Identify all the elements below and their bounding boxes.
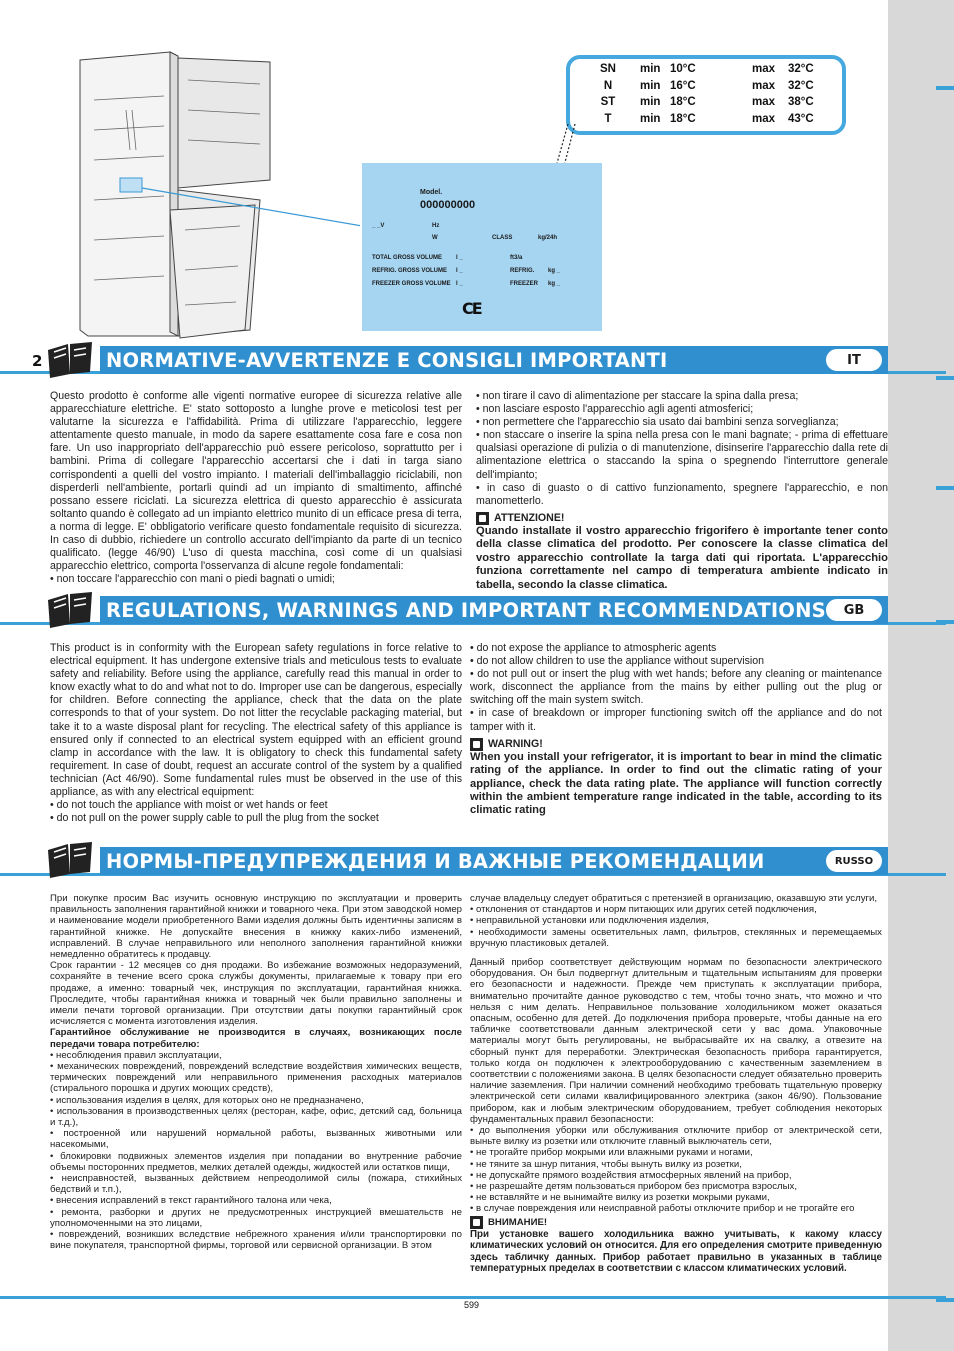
ru-right-column xyxy=(470,893,882,1274)
climate-class: N xyxy=(603,79,613,92)
list-item-text: не допускайте прямого воздействия атмосферных явлений на прибор, xyxy=(476,1169,792,1181)
list-item-text: не вставляйте и не вынимайте вилку из розетки мокрыми руками, xyxy=(476,1192,770,1204)
list-item-text: ремонта, разборки и других не предусмотренных инструкцией вмешательств не уполномоченными на это лицами, xyxy=(50,1206,462,1229)
list-item-text: non toccare l'apparecchio con mani o piedi bagnati o umidi; xyxy=(56,573,335,586)
list-item: • do not allow children to use the appliance without supervision xyxy=(470,655,765,668)
gb-left-column xyxy=(50,642,462,825)
list-item-text: внесения исправлений в текст гарантийного талона или чека, xyxy=(56,1195,332,1207)
climate-row xyxy=(576,61,814,78)
refrig-gross-label: REFRIG. GROSS VOLUME xyxy=(372,268,448,274)
list-item: • non tirare il cavo di alimentazione per staccare la spina dalla presa; xyxy=(476,390,799,402)
warning-title: WARNING! xyxy=(488,737,543,750)
list-item: • ремонта, разборки и других не предусмотренных инструкцией вмешательств не уполномоченными на это лицами, xyxy=(50,1206,462,1229)
language-badge: IT xyxy=(826,349,882,371)
ru-left-column xyxy=(50,893,462,1252)
list-item: • non staccare o inserire la spina nella presa con le mani bagnate; - prima di effettuare qualsiasi operazione di pulizia o di manutenzione, disinserire l'apparecchio dalla rete di alimentazione elettrica o staccando la spina o spegnendo l'interruttore generale dell'impianto; xyxy=(476,429,888,481)
gb-right-column xyxy=(470,642,882,818)
list-item: • не допускайте прямого воздействия атмосферных явлений на прибор, xyxy=(470,1169,792,1181)
list-item: • неправильной установки или подключения изделия, xyxy=(470,915,709,927)
list-item-text: использования изделия в целях, для которых оно не предназначено, xyxy=(56,1094,364,1106)
climate-class: T xyxy=(604,112,612,125)
list-item: • не вставляйте и не вынимайте вилку из розетки мокрыми руками, xyxy=(470,1192,770,1204)
list-item: • неисправностей, вызванных действием непреодолимой силы (пожара, стихийных бедствий и т.п.), xyxy=(50,1173,462,1196)
list-item: • do not touch the appliance with moist or wet hands or feet xyxy=(50,799,328,812)
climate-class-table xyxy=(566,55,846,135)
min-label: min xyxy=(640,63,661,76)
list-item: • non toccare l'apparecchio con mani o piedi bagnati o umidi; xyxy=(50,573,335,586)
list-item: • in caso di guasto o di cattivo funzionamento, spegnere l'apparecchio, e non manometterlo. xyxy=(476,481,888,507)
list-item-text: не трогайте прибор мокрыми или влажными руками и ногами, xyxy=(476,1147,753,1159)
list-item: • in case of breakdown or improper functioning switch off the appliance and do not tamper with it. xyxy=(470,707,882,733)
list-item-text: do not pull out or insert the plug with wet hands; before any cleaning or maintenance work, disconnect the appliance from the mains by either pulling out the plug or switching off the main system switch. xyxy=(470,668,883,707)
list-item: • использования изделия в целях, для которых оно не предназначено, xyxy=(50,1094,364,1106)
margin-tick xyxy=(936,376,954,380)
list-item-text: в случае повреждения или неисправной работы отключите прибор и не трогайте его xyxy=(476,1203,855,1215)
frequency-label: Hz xyxy=(432,223,440,229)
warning-icon xyxy=(470,738,483,751)
min-temp: 16°C xyxy=(670,79,696,92)
page-number: 2 xyxy=(32,352,43,370)
list-item: • не тяните за шнур питания, чтобы вынуть вилку из розетки, xyxy=(470,1158,742,1170)
min-label: min xyxy=(640,79,661,92)
climate-row xyxy=(576,78,814,95)
voltage-label: _ _V xyxy=(372,223,385,229)
refrigerator-illustration xyxy=(60,40,360,340)
freezer-label: FREEZER xyxy=(510,281,539,287)
margin-tick xyxy=(936,486,954,490)
list-item: • до выполнения уборки или обслуживания отключите прибор от электрической сети, выньте вилку из розетки или отключите главный выключатель сети, xyxy=(470,1125,882,1148)
list-item: • блокировки подвижных элементов изделия при попадании во внутренние рабочие объемы посторонних предметов, мелких деталей одежды, жидкостей или остатков пищи, xyxy=(50,1150,462,1173)
model-number: 000000000 xyxy=(420,199,476,211)
body-text: случае владельцу следует обратиться с претензией в организацию, оказавшую эти услуги, xyxy=(470,893,878,904)
list-item-text: неправильной установки или подключения изделия, xyxy=(476,915,709,927)
freezer-gross-label: FREEZER GROSS VOLUME xyxy=(372,281,451,287)
min-temp: 18°C xyxy=(670,96,696,109)
list-item: • несоблюдения правил эксплуатации, xyxy=(50,1049,222,1061)
list-item: • do not pull out or insert the plug with wet hands; before any cleaning or maintenance work, disconnect the appliance from the mains by either pulling out the plug or switching off the main system switch. xyxy=(470,668,883,707)
list-item: • необходимости замены осветительных ламп, фильтров, стеклянных и перемещаемых вручную пластиковых деталей. xyxy=(470,926,882,949)
max-temp: 32°C xyxy=(788,63,814,76)
list-item: • внесения исправлений в текст гарантийного талона или чека, xyxy=(50,1195,332,1207)
refrig-label: REFRIG. xyxy=(510,268,535,274)
list-item-text: до выполнения уборки или обслуживания отключите прибор от электрической сети, выньте вилку из розетки или отключите главный выключатель сети, xyxy=(470,1125,882,1148)
warning-heading xyxy=(470,738,882,751)
total-gross-label: TOTAL GROSS VOLUME xyxy=(372,255,443,261)
body-text: Срок гарантии - 12 месяцев со дня продажи. Во избежание возможных недоразумений, сохраняйте в течение всего срока службы документы, прилагаемые к товару при его продаже, а именно: товарный чек, инструкция по эксплуатации, гарантийная книжка. Проследите, чтобы гарантийная книжка и товарный чек были правильно заполнены и имели печати торговой организации. При отсутствии даты покупки гарантийный срок исчисляется с момента изготовления изделия. xyxy=(50,960,462,1028)
list-item-text: non lasciare esposto l'apparecchio agli agenti atmosferici; xyxy=(482,403,754,416)
volume-value: l _ xyxy=(456,268,463,274)
max-label: max xyxy=(752,79,776,92)
list-item-text: необходимости замены осветительных ламп, фильтров, стеклянных и перемещаемых вручную пластиковых деталей. xyxy=(470,926,882,949)
ce-mark: CE xyxy=(462,299,481,318)
list-item: • повреждений, возникших вследствие небрежного хранения и/или транспортировки по вине покупателя, транспортной фирмы, торговой или сервисной организации. В этом xyxy=(50,1229,462,1252)
list-item: • non lasciare esposto l'apparecchio agli agenti atmosferici; xyxy=(476,403,754,416)
footer-page-number: 599 xyxy=(464,1300,480,1310)
min-label: min xyxy=(640,112,661,125)
warning-text: При установке вашего холодильника важно учитывать, к какому классу климатических условий он относится. Для его определения смотрите приведенную здесь табличку данных. Прибор работает правильно в указанных в таблице температурных пределах в соответствии с классом климатических условий. xyxy=(470,1228,882,1274)
section-rule xyxy=(0,1296,946,1299)
volume-value: l _ xyxy=(456,281,463,287)
list-item-text: non tirare il cavo di alimentazione per staccare la spina dalla presa; xyxy=(482,390,799,402)
list-item: • отклонения от стандартов и норм питающих или других сетей подключения, xyxy=(470,904,817,916)
body-text: Данный прибор соответствует действующим нормам по безопасности электрического оборудования. Он был подвергнут длительным и тщательным испытаниям для проверки его безопасности и надежности. Прежде чем приступать к эксплуатации прибора, внимательно прочитайте данное руководство с тем, чтобы точно знать, что можно и что нельзя с ним делать. Неправильное пользование холодильником может оказаться опасным, особенно для детей. До подключения прибора проверьте, чтобы данные на его табличке соответствовали данным электрической сети у вас дома. Упаковочные материалы могут быть регулированы, не выбрасывайте их на свалку, а отвезите на сборный пункт для переработки. Электрическая безопасность прибора гарантируется, только когда он подключен к электрооборудованию с качественным заземлением в соответствии с положениями закона. В целях безопасности следует обязательно проверить наличие заземления. При наличии сомнений необходимо требовать тщательную проверку электрической сети силами квалифицированного электрика (закон 46/90). Пользование прибором, как и любым электрическим оборудованием, требует соблюдения некоторых фундаментальных правил безопасности: xyxy=(470,957,882,1125)
class-label: CLASS xyxy=(492,235,513,241)
body-text: Questo prodotto è conforme alle vigenti normative europee di sicurezza relative alle apparecchiature elettriche. E' stato sottoposto a lunghe prove e meticolosi test per valutarne la sicurezza e l'affidabilità. Prima di utilizzare l'apparecchio, leggere attentamente questo manuale, in modo da sapere esattamente cosa fare e cosa non fare. Un uso inappropriato dell'apparecchio può essere pericoloso, soprattutto per i bambini. Prima di collegare l'apparecchio accertarsi che i dati in targa siano corrispondenti a quelli del vostro impianto. I materiali dell'imballaggio riciclabili, non disperderli nell'ambiente, portarli quindi ad un impianto di smaltimento, affinché possano essere riciclati. La sicurezza elettrica di questo apparecchio è assicurata soltanto quando è collegato ad un impianto elettrico munito di un efficace presa di terra, a norma di legge. E' obbligatorio verificare questo fondamentale requisito di sicurezza. In caso di dubbio, richiedere un controllo accurato dell'impianto da parte di un tecnico qualificato. (legge 46/90) L'uso di questa macchina, così come di un qualsiasi apparecchio elettrico, comporta l'osservanza di alcune regole fondamentali: xyxy=(50,390,462,573)
climate-class: SN xyxy=(600,63,616,76)
max-label: max xyxy=(752,96,776,109)
max-label: max xyxy=(752,63,776,76)
section-title: NORMATIVE-AVVERTENZE E CONSIGLI IMPORTANTI xyxy=(106,348,668,372)
section-header-gb xyxy=(100,596,888,624)
list-item-text: non staccare o inserire la spina nella presa con le mani bagnate; - prima di effettuare qualsiasi operazione di pulizia o di manutenzione, disinserire l'apparecchio dalla rete di alimentazione elettrica o staccando la spina o spegnendo l'interruttore generale dell'impianto; xyxy=(476,429,888,481)
language-badge: RUSSO xyxy=(826,850,882,872)
min-temp: 10°C xyxy=(670,63,696,76)
language-badge: GB xyxy=(826,599,882,621)
warning-text: Quando installate il vostro apparecchio frigorifero è importante tener conto della classe climatica del prodotto. Per conoscere la classe climatica del vostro apparecchio controllate la targa dati qui riportata. L'apparecchio funziona correttamente nel campo di temperatura ambiente indicato in tabella, secondo la classe climatica. xyxy=(476,524,888,591)
max-temp: 38°C xyxy=(788,96,814,109)
book-icon xyxy=(44,840,96,880)
list-item-text: не тяните за шнур питания, чтобы вынуть вилку из розетки, xyxy=(476,1158,742,1170)
model-label: Model. xyxy=(420,189,443,196)
body-text: При покупке просим Вас изучить основную инструкцию по эксплуатации и проверить правильность заполнения гарантийной книжки и товарного чека. При этом заводской номер и наименование модели приобретенного Вами изделия должны быть идентичны записям в гарантийной книжке. Не допускайте внесения в книжку каких-либо изменений, исправлений. В случае неправильного или неполного заполнения гарантийной книжки немедленно обратитесь к продавцу. xyxy=(50,893,462,961)
list-item: • non permettere che l'apparecchio sia usato dai bambini senza sorveglianza; xyxy=(476,416,839,429)
list-item-text: in case of breakdown or improper functioning switch off the appliance and do not tamper with it. xyxy=(470,707,882,733)
warning-title: ВНИМАНИЕ! xyxy=(488,1216,548,1228)
list-item-text: построенной или нарушений нормальной работы, вызванных животными или насекомыми, xyxy=(50,1128,462,1151)
weight-value: kg _ xyxy=(548,281,561,287)
consumption-label: kg/24h xyxy=(538,235,558,241)
right-margin-bar xyxy=(888,0,954,1351)
section-header-it xyxy=(100,346,888,374)
list-item-text: do not allow children to use the appliance without supervision xyxy=(476,655,765,668)
list-item-text: использования в производственных целях (ресторан, кафе, офис, детский сад, больница и т.д.), xyxy=(50,1105,462,1129)
list-item-text: неисправностей, вызванных действием непреодолимой силы (пожара, стихийных бедствий и т.п.), xyxy=(50,1173,462,1196)
list-item-text: in caso di guasto o di cattivo funzionamento, spegnere l'apparecchio, e non manometterlo. xyxy=(476,481,888,507)
list-item-text: do not touch the appliance with moist or wet hands or feet xyxy=(56,799,328,812)
list-item-text: non permettere che l'apparecchio sia usato dai bambini senza sorveglianza; xyxy=(482,416,839,429)
warning-icon xyxy=(476,512,489,525)
body-text: This product is in conformity with the European safety regulations in force relative to electrical equipment. It has undergone extensive trials and meticulous tests to evaluate safety and reliability. Before using the appliance, carefully read this manual in order to know exactly what to do and what not to do. Improper use can be dangerous, especially for children. Before connecting the appliance, check that the data on the plate corresponds to that of your system. Do not litter the recyclable packaging material, but take it to a waste disposal plant for recycling. The electrical safety of this appliance is ensured only if connected to an electrical system equipped with an efficient ground clamp in accordance with the law. It is obligatory to check this fundamental safety requirement. In case of doubt, request an accurate control of the system by a qualified technician (Act 46/90). Some fundamental rules must be observed in the use of this appliance, as with any electrical equipment: xyxy=(50,642,462,799)
list-item-text: do not pull on the power supply cable to pull the plug from the socket xyxy=(56,812,379,825)
min-temp: 18°C xyxy=(670,112,696,125)
list-item: • построенной или нарушений нормальной работы, вызванных животными или насекомыми, xyxy=(50,1128,462,1151)
min-label: min xyxy=(640,96,661,109)
max-temp: 32°C xyxy=(788,79,814,92)
list-item-text: повреждений, возникших вследствие небрежного хранения и/или транспортировки по вине покупателя, транспортной фирмы, торговой или сервисной организации. В этом xyxy=(50,1229,462,1252)
max-temp: 43°C xyxy=(788,112,814,125)
list-item: • использования в производственных целях (ресторан, кафе, офис, детский сад, больница и т.д.), xyxy=(50,1105,462,1129)
climate-row xyxy=(576,111,814,128)
list-item-text: блокировки подвижных элементов изделия при попадании во внутренние рабочие объемы посторонних предметов, мелких деталей одежды, жидкостей или остатков пищи, xyxy=(50,1150,462,1173)
list-item-text: несоблюдения правил эксплуатации, xyxy=(56,1049,222,1061)
volume-value: l _ xyxy=(456,255,463,261)
book-icon xyxy=(44,590,96,630)
list-item-text: do not expose the appliance to atmospheric agents xyxy=(476,642,717,654)
climate-row xyxy=(576,94,814,111)
book-icon xyxy=(44,340,96,380)
section-title: REGULATIONS, WARNINGS AND IMPORTANT RECOMMENDATIONS xyxy=(106,598,826,622)
list-item-text: отклонения от стандартов и норм питающих или других сетей подключения, xyxy=(476,904,817,916)
warning-heading xyxy=(476,512,888,525)
margin-tick xyxy=(936,86,954,90)
ft3-label: ft3/a xyxy=(510,255,523,261)
list-item: • в случае повреждения или неисправной работы отключите прибор и не трогайте его xyxy=(470,1203,855,1215)
section-header-ru xyxy=(100,847,888,875)
list-item: • не разрешайте детям пользоваться прибором без присмотра взрослых, xyxy=(470,1181,797,1193)
warning-icon xyxy=(470,1216,483,1229)
list-item-text: механических повреждений, повреждений вследствие воздействия химических веществ, термических повреждений или неправильного применения расходных материалов (стирального порошка и других моющих средств), xyxy=(50,1061,462,1095)
rating-plate xyxy=(362,163,602,331)
it-left-column xyxy=(50,390,462,586)
max-label: max xyxy=(752,112,776,125)
warning-heading xyxy=(470,1216,882,1229)
power-label: W xyxy=(432,235,438,241)
list-item: • механических повреждений, повреждений вследствие воздействия химических веществ, термических повреждений или неправильного применения расходных материалов (стирального порошка и других моющих средств), xyxy=(50,1061,462,1095)
body-text-bold: Гарантийное обслуживание не производится в случаях, возникающих после передачи товара потребителю: xyxy=(50,1027,462,1050)
list-item-text: не разрешайте детям пользоваться прибором без присмотра взрослых, xyxy=(476,1181,797,1193)
list-item: • do not pull on the power supply cable to pull the plug from the socket xyxy=(50,812,379,825)
climate-class: ST xyxy=(600,96,616,109)
it-right-column xyxy=(476,390,888,592)
list-item: • не трогайте прибор мокрыми или влажными руками и ногами, xyxy=(470,1147,753,1159)
warning-title: ATTENZIONE! xyxy=(494,511,565,524)
warning-text: When you install your refrigerator, it is important to bear in mind the climatic rating of the appliance. In order to find out the climatic rating of your appliance, check the data rating plate. The appliance will function correctly within the ambient temperature range indicated in the table, according to its climatic rating xyxy=(470,750,882,817)
section-title: НОРМЫ-ПРЕДУПРЕЖДЕНИЯ И ВАЖНЫЕ РЕКОМЕНДАЦИИ xyxy=(106,849,765,873)
list-item: • do not expose the appliance to atmospheric agents xyxy=(470,642,717,654)
weight-value: kg _ xyxy=(548,268,561,274)
